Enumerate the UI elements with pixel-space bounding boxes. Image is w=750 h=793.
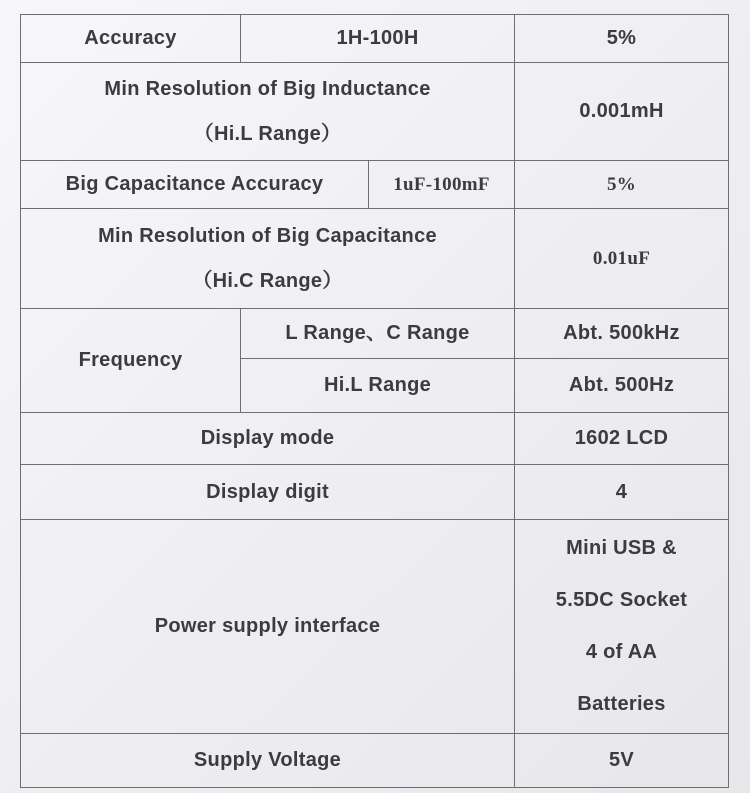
min-res-inductance-line1: Min Resolution of Big Inductance	[104, 77, 431, 100]
big-cap-accuracy-range: 1uF-100mF	[369, 161, 515, 209]
big-cap-accuracy-label: Big Capacitance Accuracy	[21, 161, 369, 209]
frequency-value-lc: Abt. 500kHz	[515, 309, 729, 359]
frequency-range-lc: L Range、C Range	[241, 309, 515, 359]
row-accuracy	[21, 15, 729, 63]
frequency-label: Frequency	[21, 309, 241, 413]
frequency-value-hil: Abt. 500Hz	[515, 359, 729, 413]
row-min-res-capacitance	[21, 209, 729, 309]
power-interface-line3: 4 of AA	[585, 641, 658, 663]
power-interface-line1: Mini USB &	[566, 537, 677, 559]
row-min-res-inductance	[21, 63, 729, 161]
accuracy-range: 1H-100H	[241, 15, 515, 63]
power-interface-value	[515, 520, 729, 734]
min-res-capacitance-value: 0.01uF	[515, 209, 729, 309]
display-mode-value: 1602 LCD	[515, 413, 729, 465]
row-supply-voltage	[21, 734, 729, 788]
accuracy-label: Accuracy	[21, 15, 241, 63]
row-frequency-l-c	[21, 309, 729, 359]
row-big-cap-accuracy	[21, 161, 729, 209]
supply-voltage-value: 5V	[515, 734, 729, 788]
display-mode-label: Display mode	[21, 413, 515, 465]
supply-voltage-label: Supply Voltage	[21, 734, 515, 788]
display-digit-label: Display digit	[21, 465, 515, 520]
display-digit-value: 4	[515, 465, 729, 520]
power-interface-line4: Batteries	[577, 693, 666, 715]
row-display-mode	[21, 413, 729, 465]
min-res-inductance-line2: （Hi.L Range）	[193, 122, 342, 145]
accuracy-value: 5%	[515, 15, 729, 63]
row-display-digit	[21, 465, 729, 520]
power-interface-label: Power supply interface	[21, 520, 515, 734]
frequency-range-hil: Hi.L Range	[241, 359, 515, 413]
min-res-capacitance-line1: Min Resolution of Big Capacitance	[98, 224, 437, 247]
min-res-capacitance-line2: （Hi.C Range）	[192, 269, 343, 292]
min-res-inductance-value: 0.001mH	[515, 63, 729, 161]
min-res-inductance-label	[21, 63, 515, 161]
min-res-capacitance-label	[21, 209, 515, 309]
row-power-interface	[21, 520, 729, 734]
big-cap-accuracy-value: 5%	[515, 161, 729, 209]
spec-table	[20, 14, 729, 788]
power-interface-line2: 5.5DC Socket	[555, 589, 688, 611]
